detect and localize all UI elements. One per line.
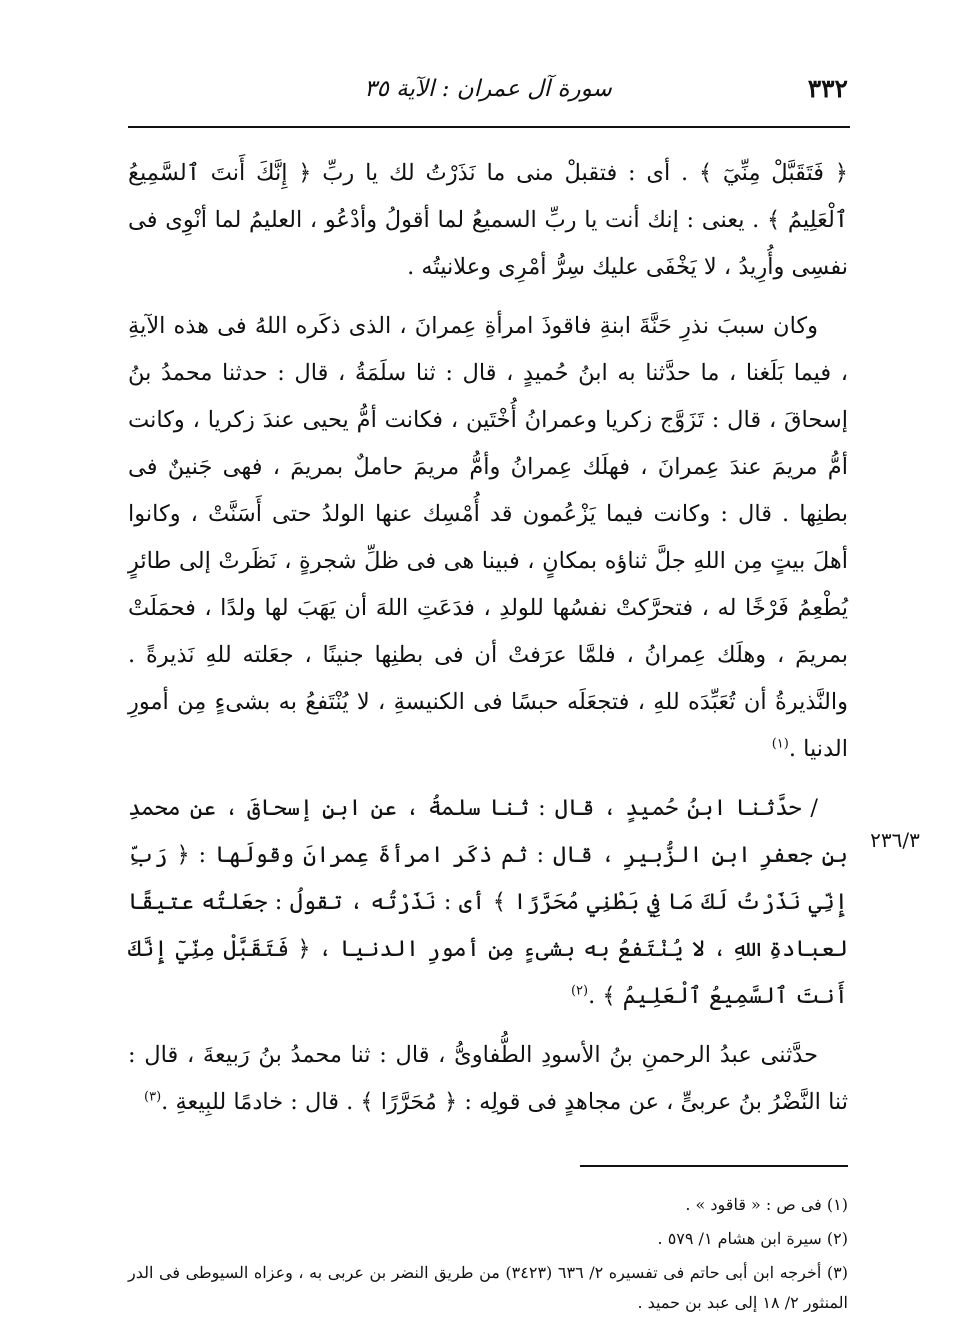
paragraph-4: حدَّثنى عبدُ الرحمنِ بنُ الأسودِ الطُّفاوىُّ ، قال : ثنا محمدُ بنُ رَبيعةَ ، قال : ثنا النَّضْرُ بنُ عربىٍّ ، عن مجاهدٍ فى قولِه : ﴿ مُحَرَّرًا ﴾ . قال : خادمًا للبِيعةِ .$^{(٣)}$ bbox=[128, 1042, 848, 1115]
running-title: سورة آل عمران : الآية ٣٥ bbox=[364, 76, 612, 102]
page-number: ٣٣٢ bbox=[807, 74, 848, 103]
footnote-rule bbox=[580, 1165, 848, 1167]
footnotes bbox=[128, 1190, 848, 1322]
header-rule bbox=[128, 126, 850, 128]
footnote-2: (٢) سيرة ابن هشام ١/ ٥٧٩ . bbox=[657, 1229, 848, 1248]
footnote-3: (٣) أخرجه ابن أبى حاتم فى تفسيره ٢/ ٦٣٦ (٣٤٢٣) من طريق النضر بن عربى به ، وعزاه السيوطى فى الدر المنثور ٢/ ١٨ إلى عبد بن حميد . bbox=[128, 1263, 849, 1312]
main-text bbox=[128, 150, 848, 1126]
footnote-mark-2: (٢) bbox=[570, 983, 589, 999]
page-header bbox=[128, 74, 848, 114]
paragraph-3: / حدَّثنا ابنُ حُميدٍ ، قال : ثنا سلمةُ ، عن ابنِ إسحاقَ ، عن محمدِ بنِ جعفرِ ابنِ الزُّبيرِ ، قال : ثم ذكَر امرأةَ عِمرانَ وقولَها : ﴿ رَبِّ إِنِّي نَذَرْتُ لَكَ مَا فِي بَطْنِي مُحَرَّرًا ﴾ أى : نَذَرْتُه ، تقولُ : جعَلتُه عتيقًا لعبادةِ اللهِ ، لا يُنْتَفعُ به بشىءٍ مِن أمورِ الدنيا ، ﴿ فَتَقَبَّلْ مِنِّيٓ إِنَّكَ أَنتَ ٱلسَّمِيعُ ٱلْعَلِيمُ ﴾ .$^{(٢)}$ bbox=[128, 795, 848, 1009]
margin-reference: ٢٣٦/٣ bbox=[870, 828, 920, 852]
paragraph-2: وكان سببَ نذرِ حَنَّةَ ابنةِ فاقوذَ امرأةِ عِمرانَ ، الذى ذكَره اللهُ فى هذه الآيةِ ، فيما بَلَغنا ، ما حدَّثنا به ابنُ حُميدٍ ، قال : ثنا سلَمَةُ ، قال : حدثنا محمدُ بنُ إسحاقَ ، قال : تَزَوَّج زكريا وعمرانُ أُخْتَين ، فكانت أمُّ يحيى عندَ زكريا ، وكانت أمُّ مريمَ عندَ عِمرانَ ، فهلَك عِمرانُ وأمُّ مريمَ حاملٌ بمريمَ ، فهى جَنينٌ فى بطنِها . قال : وكانت فيما يَزْعُمون قد أُمْسِك عنها الولدُ حتى أَسَنَّتْ ، وكانوا أهلَ بيتٍ مِن اللهِ جلَّ ثناؤه بمكانٍ ، فبينا هى فى ظلِّ شجرةٍ ، نَظَرتْ إلى طائرٍ يُطْعِمُ فَرْخًا له ، فتحرَّكتْ نفسُها للولدِ ، فدَعَتِ اللهَ أن يَهَبَ لها ولدًا ، فحمَلَتْ بمريمَ ، وهلَك عِمرانُ ، فلمَّا عرَفتْ أن فى بطنِها جنينًا ، جعَلته للهِ نَذيرةً . والنَّذيرةُ أن تُعَبِّدَه للهِ ، فتجعَلَه حبسًا فى الكنيسةِ ، لا يُنْتَفعُ به بشىءٍ مِن أمورِ الدنيا .$^{(١)}$ bbox=[128, 313, 848, 762]
paragraph-1: ﴿ فَتَقَبَّلْ مِنِّيٓ ﴾ . أى : فتقبلْ منى ما نَذَرْتُ لك يا ربِّ ﴿ إِنَّكَ أَنتَ ٱلسَّمِيعُ ٱلْعَلِيمُ ﴾ . يعنى : إنك أنت يا ربِّ السميعُ لما أقولُ وأدْعُو ، العليمُ لما أنْوِى فى نفسِى وأُرِيدُ ، لا يَخْفَى عليك سِرُّ أمْرِى وعلانيتُه . bbox=[128, 160, 848, 280]
footnote-mark-1: (١) bbox=[771, 736, 789, 752]
footnote-1: (١) فى ص : « قاقود » . bbox=[685, 1195, 848, 1214]
footnote-mark-3: (٣) bbox=[144, 1089, 162, 1105]
